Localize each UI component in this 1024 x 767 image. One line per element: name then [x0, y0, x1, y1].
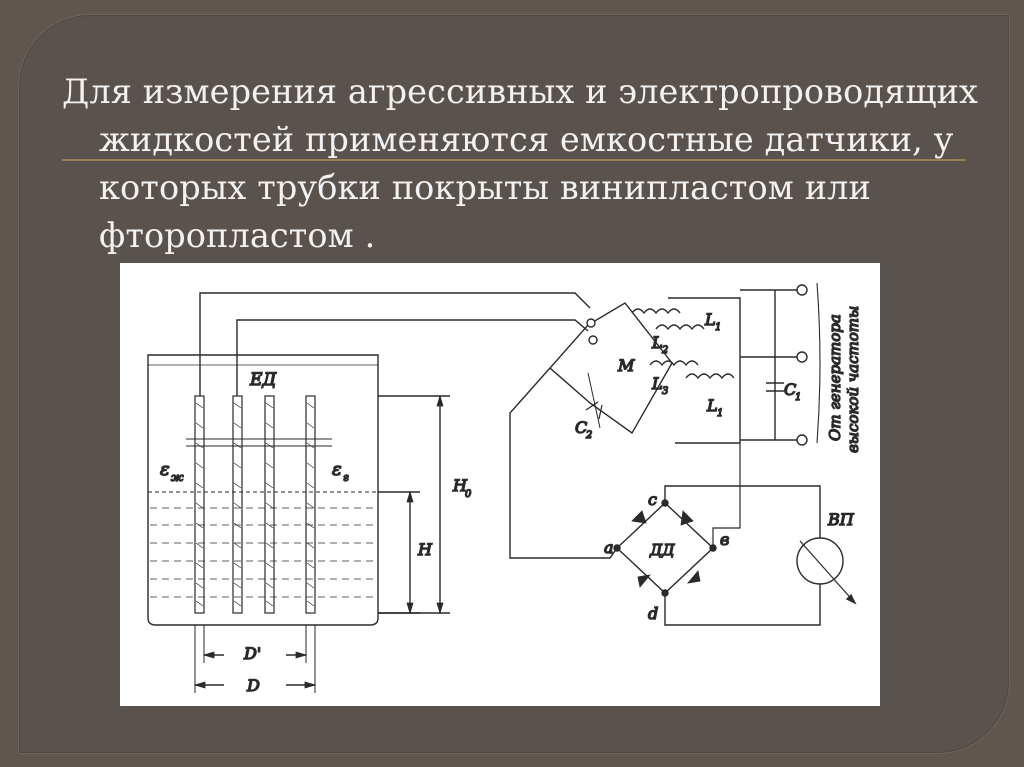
- vessel: [148, 355, 378, 625]
- coils: [632, 283, 820, 445]
- text-line-2: жидкостей применяются емкостные датчики, у: [99, 120, 954, 159]
- label-l2: L: [652, 333, 663, 352]
- label-dd: ДД: [650, 541, 675, 559]
- label-node-a: a: [604, 538, 614, 557]
- label-l1-top-sub: 1: [715, 322, 722, 333]
- label-m: M: [618, 356, 635, 375]
- label-d-outer: D: [247, 676, 260, 695]
- label-node-d: d: [648, 604, 659, 623]
- label-c1-sub: 1: [795, 392, 802, 403]
- text-line-3: которых трубки покрыты винипластом или: [99, 168, 871, 207]
- label-ed: ЕД: [250, 370, 277, 390]
- slide-text: [62, 68, 992, 260]
- label-h0: H: [453, 476, 467, 495]
- label-l3-sub: 3: [662, 386, 669, 397]
- indicator-vp: [797, 538, 855, 603]
- electrode-tubes: [186, 396, 332, 613]
- label-eps-liquid-sub: ж: [171, 471, 184, 484]
- label-eps-liquid: ε: [160, 459, 170, 480]
- text-line-1: Для измерения агрессивных и электропроводящих: [62, 72, 979, 111]
- label-eps-gas: ε: [332, 459, 342, 480]
- diode-bridge: [614, 443, 820, 625]
- label-c2: C: [575, 418, 588, 437]
- circuit-figure: [120, 263, 880, 706]
- label-generator-line1: От генератора: [826, 314, 844, 441]
- label-h: H: [418, 540, 432, 559]
- label-node-b: в: [720, 530, 730, 549]
- circuit-diagram: [120, 263, 880, 706]
- label-node-c: с: [648, 490, 657, 509]
- label-h0-sub: 0: [465, 489, 472, 500]
- label-eps-gas-sub: г: [343, 471, 349, 484]
- text-line-4: фторопластом .: [99, 216, 376, 255]
- label-l3: L: [652, 374, 663, 393]
- label-c1: C: [784, 380, 797, 399]
- title-underline: [62, 159, 965, 161]
- label-generator-line2: высокой частоты: [844, 305, 862, 453]
- label-d-inner: D': [244, 644, 262, 663]
- label-l1-bottom: L: [707, 396, 718, 415]
- label-l1-bottom-sub: 1: [717, 408, 724, 419]
- label-l2-sub: 2: [662, 345, 669, 356]
- label-c2-sub: 2: [586, 430, 593, 441]
- label-vp: ВП: [828, 510, 854, 529]
- label-l1-top: L: [705, 310, 716, 329]
